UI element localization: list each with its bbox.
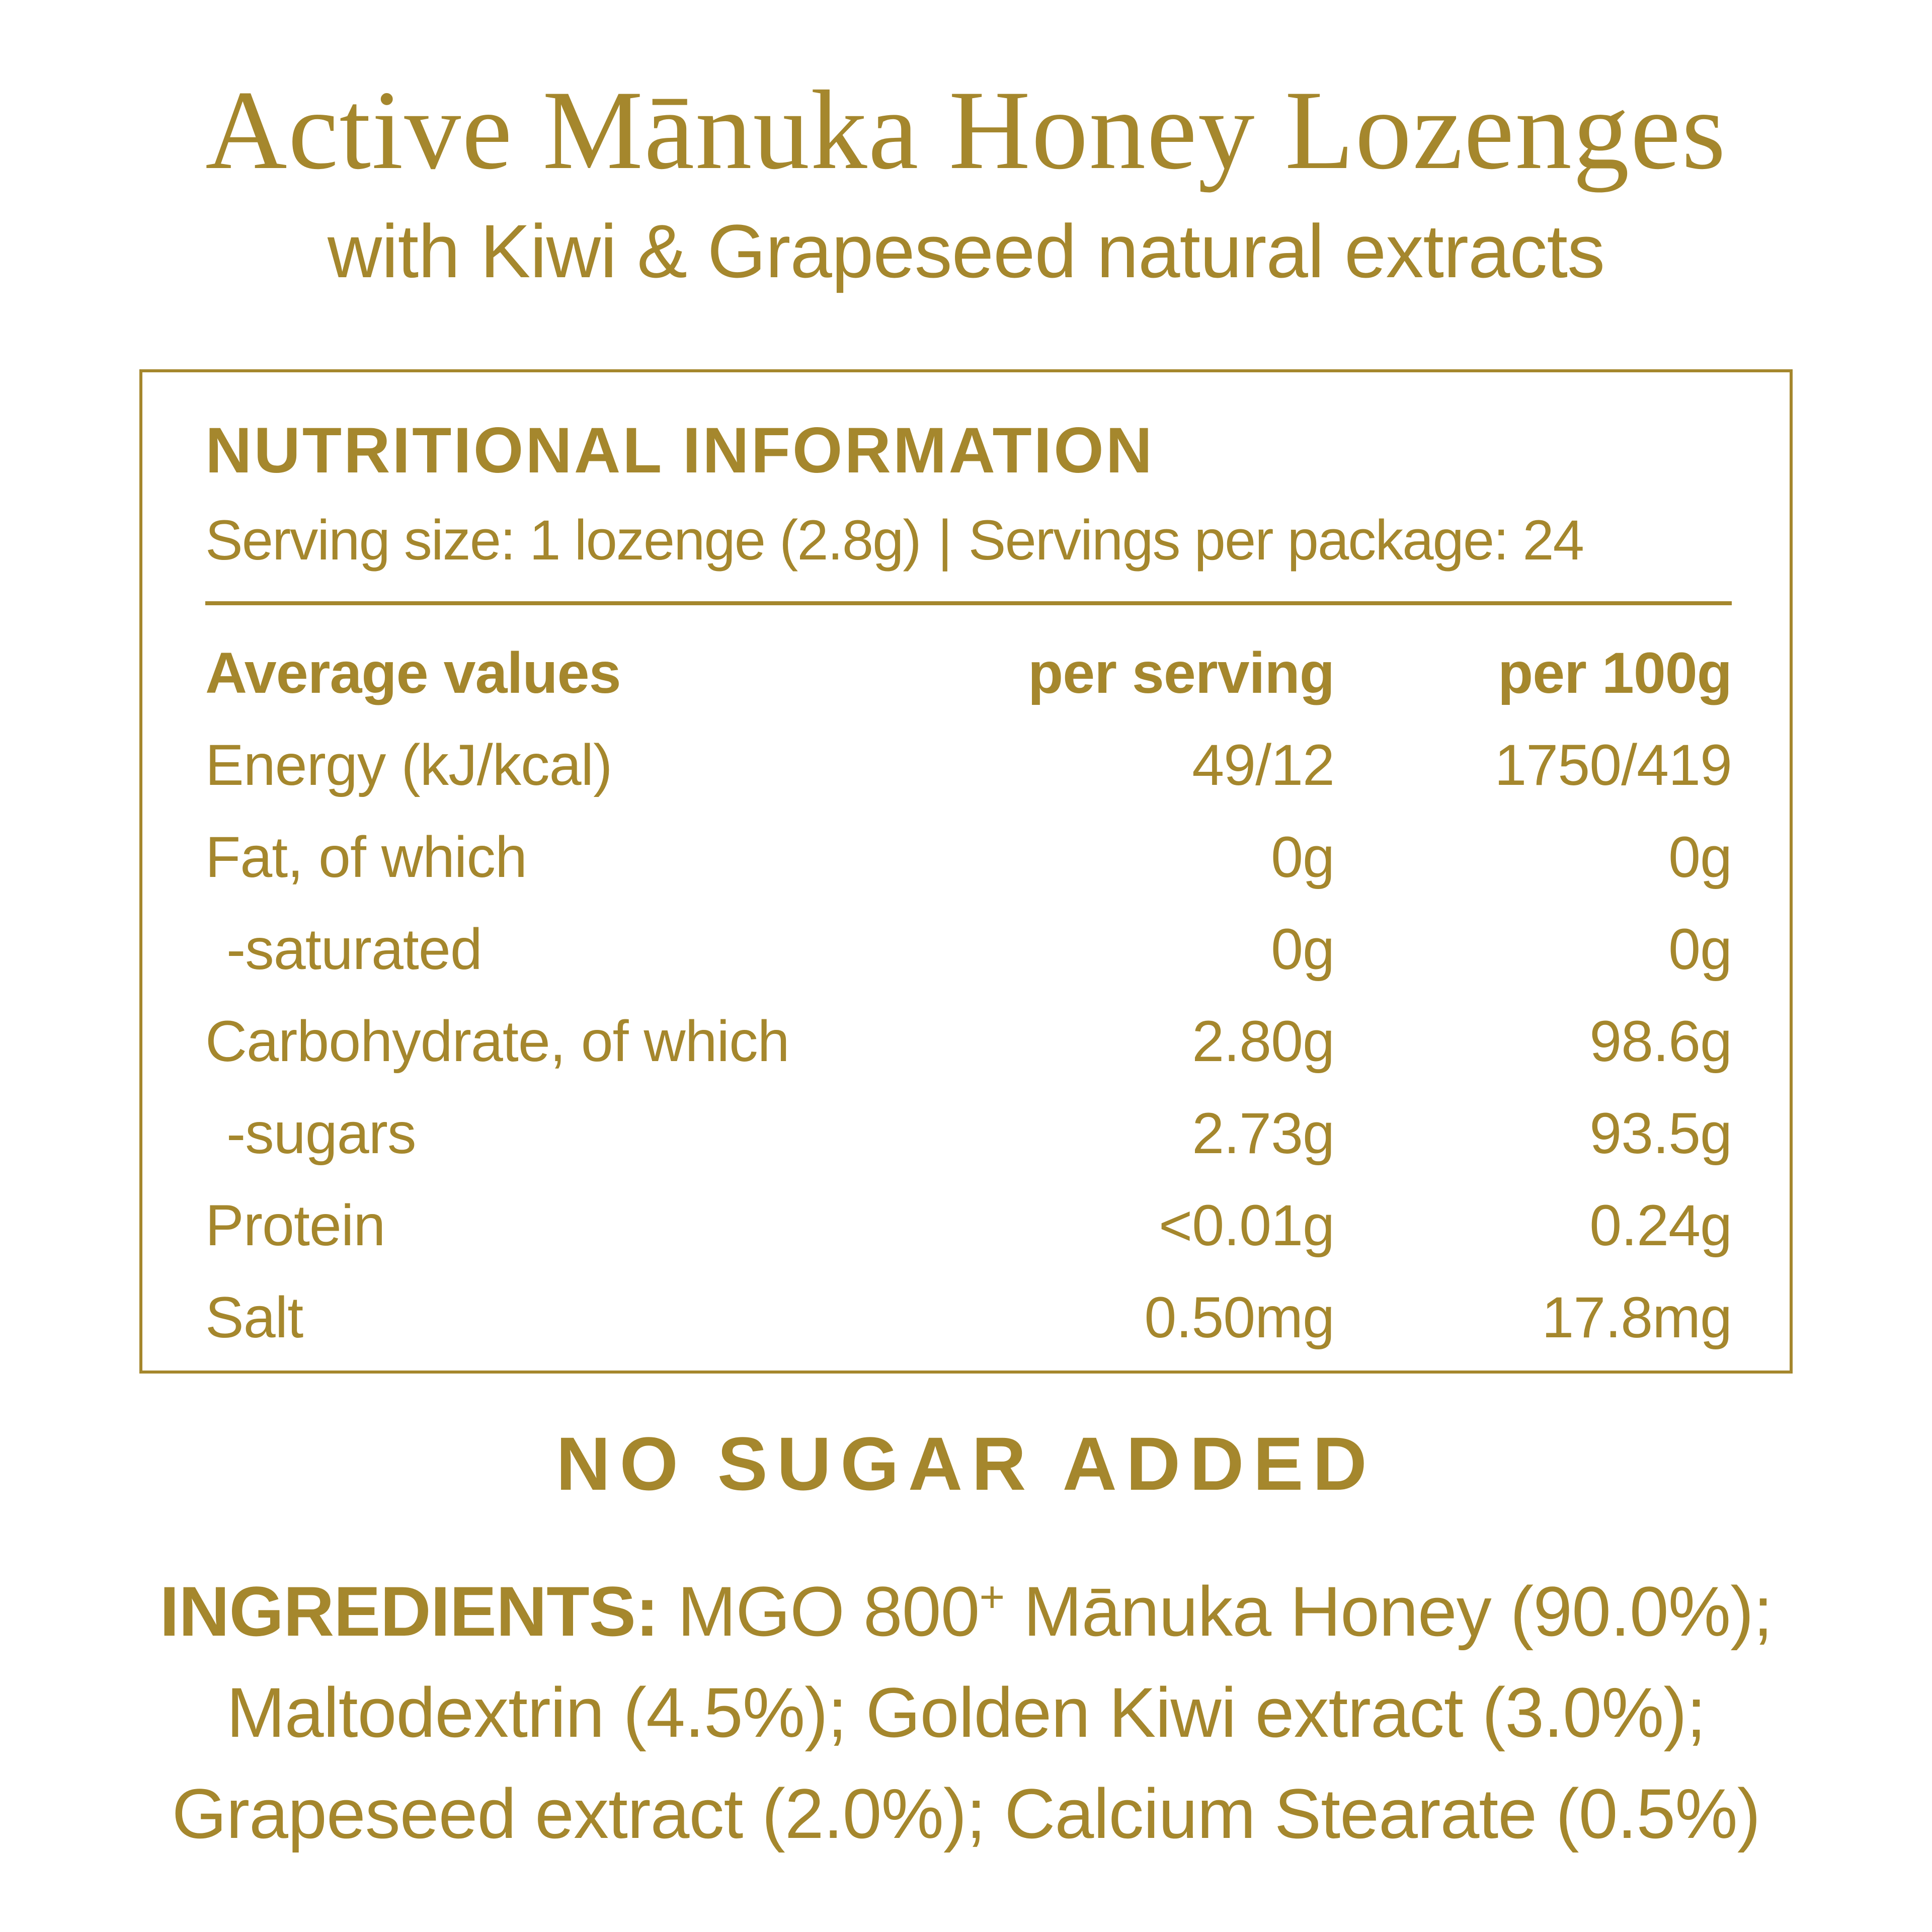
serving-separator: |: [937, 509, 951, 572]
nutrition-panel-heading: NUTRITIONAL INFORMATION: [205, 415, 1155, 487]
servings-per-package: Servings per package: 24: [968, 509, 1583, 572]
nutrition-table: [205, 627, 1732, 1364]
table-row-value: 0.24g: [1589, 1193, 1732, 1258]
table-row-value: 1750/419: [1494, 733, 1732, 798]
ingredients-line-2: Maltodextrin (4.5%); Golden Kiwi extract (3.0%);: [226, 1673, 1706, 1752]
mgo-plus-superscript: +: [979, 1572, 1005, 1622]
table-row-value: <0.01g: [1159, 1193, 1334, 1258]
column-header-per-100g: per 100g: [1497, 641, 1732, 706]
table-row-value: 93.5g: [1589, 1101, 1732, 1166]
product-title: Active Mānuka Honey Lozenges: [205, 67, 1727, 193]
ingredients-line-1-pre: MGO 800: [658, 1572, 980, 1651]
serving-size: Serving size: 1 lozenge (2.8g): [205, 509, 921, 572]
ingredients-label: INGREDIENTS:: [159, 1572, 659, 1651]
ingredients-line-3: Grapeseed extract (2.0%); Calcium Stearate (0.5%): [172, 1774, 1760, 1854]
table-row-value: 0g: [1668, 917, 1732, 982]
table-row-label: Protein: [205, 1193, 385, 1258]
no-sugar-added-claim: NO SUGAR ADDED: [556, 1421, 1376, 1506]
serving-info: [205, 508, 1732, 573]
column-header-average-values: Average values: [205, 641, 621, 706]
nutrition-panel: [139, 369, 1793, 1374]
table-row-value: 0g: [1271, 917, 1334, 982]
table-row-value: 2.73g: [1192, 1101, 1334, 1166]
table-row-label: Fat, of which: [205, 825, 527, 890]
table-row-label: Energy (kJ/kcal): [205, 733, 612, 798]
table-row-value: 98.6g: [1589, 1009, 1732, 1074]
table-row-label: -saturated: [226, 917, 482, 982]
table-row-label: -sugars: [226, 1101, 416, 1166]
table-row-value: 2.80g: [1192, 1009, 1334, 1074]
table-row-value: 49/12: [1192, 733, 1334, 798]
column-header-per-serving: per serving: [1028, 641, 1334, 706]
table-row-value: 0.50mg: [1144, 1285, 1334, 1350]
table-row-value: 0g: [1668, 825, 1732, 890]
ingredients-line-1-post: Mānuka Honey (90.0%);: [1004, 1572, 1773, 1651]
table-row-label: Salt: [205, 1285, 303, 1350]
table-row-label: Carbohydrate, of which: [205, 1009, 789, 1074]
panel-divider: [205, 601, 1732, 605]
product-subtitle: with Kiwi & Grapeseed natural extracts: [327, 209, 1605, 294]
table-row-value: 17.8mg: [1542, 1285, 1732, 1350]
ingredients-section: [0, 1561, 1932, 1864]
table-row-value: 0g: [1271, 825, 1334, 890]
ingredients-line-1: [0, 1561, 1932, 1662]
